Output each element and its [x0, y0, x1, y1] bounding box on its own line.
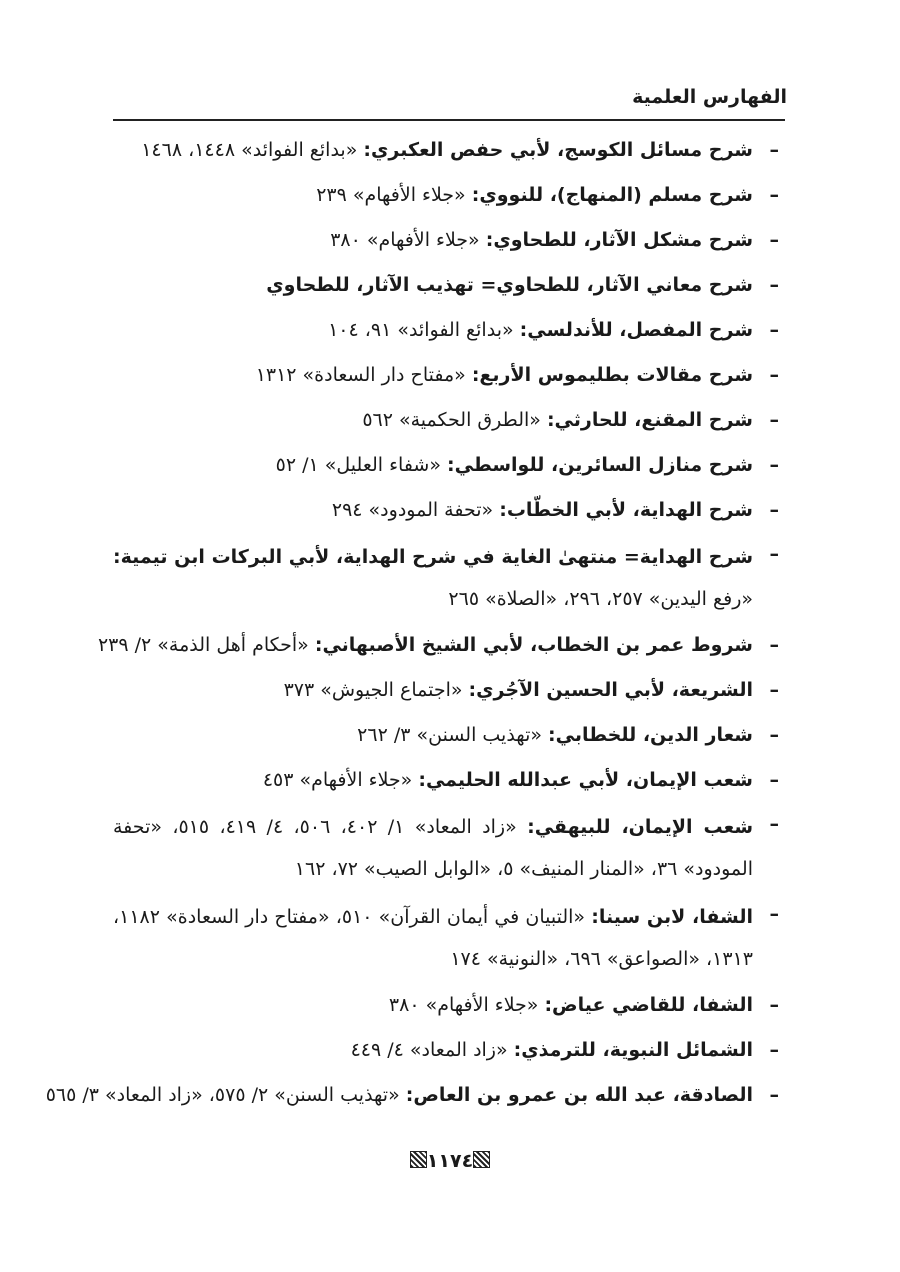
entry-title: شعب الإيمان، لأبي عبدالله الحليمي:	[418, 769, 753, 791]
index-entry	[45, 1073, 785, 1118]
entry-references: «زاد المعاد» ٤/ ٤٤٩	[350, 1039, 508, 1061]
entry-dash: –	[769, 724, 779, 746]
ornament-icon	[473, 1151, 490, 1168]
index-entry	[113, 803, 785, 893]
entry-dash: –	[769, 319, 779, 341]
entry-title: الشمائل النبوية، للترمذي:	[513, 1039, 753, 1061]
entry-dash: –	[769, 1039, 779, 1061]
entry-title: شرح مقالات بطليموس الأربع:	[471, 364, 753, 386]
index-entry	[113, 353, 785, 398]
index-entry	[113, 488, 785, 533]
entry-title: شرح معاني الآثار، للطحاوي= تهذيب الآثار، للطحاوي	[266, 274, 753, 296]
index-entry	[113, 713, 785, 758]
entry-dash: –	[769, 499, 779, 521]
index-entry	[113, 128, 785, 173]
entry-dash: –	[769, 679, 779, 701]
entry-dash: –	[769, 769, 779, 791]
entry-title: شرح مسائل الكوسج، لأبي حفص العكبري:	[363, 139, 753, 161]
index-entry	[113, 218, 785, 263]
entry-dash: –	[769, 139, 779, 161]
index-entry	[113, 533, 785, 623]
index-entry	[113, 308, 785, 353]
entry-title: الشفا، للقاضي عياض:	[544, 994, 753, 1016]
entry-dash: –	[769, 813, 779, 835]
page-number	[395, 1150, 505, 1172]
entry-title: الشفا، لابن سينا:	[591, 906, 754, 928]
index-entry	[113, 398, 785, 443]
entry-references: «بدائع الفوائد» ٩١، ١٠٤	[328, 319, 514, 341]
entry-dash: –	[769, 184, 779, 206]
entry-references: «أحكام أهل الذمة» ٢/ ٢٣٩	[97, 634, 309, 656]
ornament-icon	[410, 1151, 427, 1168]
entry-title: شرح المفصل، للأندلسي:	[519, 319, 753, 341]
entry-references: «جلاء الأفهام» ٣٨٠	[330, 229, 480, 251]
entry-references: «اجتماع الجيوش» ٣٧٣	[283, 679, 463, 701]
index-entry	[113, 893, 785, 983]
entry-dash: –	[769, 1084, 779, 1106]
entry-title: الشريعة، لأبي الحسين الآجُري:	[468, 679, 753, 701]
entry-title: شرح مسلم (المنهاج)، للنووي:	[471, 184, 753, 206]
entry-dash: –	[769, 274, 779, 296]
entry-title: شعب الإيمان، للبيهقي:	[527, 816, 754, 838]
index-entries	[45, 128, 785, 1118]
entry-references: «جلاء الأفهام» ٤٥٣	[262, 769, 413, 791]
entry-references: «زاد المعاد» ١/ ٤٠٢، ٥٠٦، ٤/ ٤١٩، ٥١٥، «تحفة المودود» ٣٦، «المنار المنيف» ٥، «الوابل الصيب» ٧٢، ١٦٢	[113, 816, 753, 880]
entry-references: «مفتاح دار السعادة» ١٣١٢	[255, 364, 466, 386]
index-entry	[113, 668, 785, 713]
index-entry	[113, 1028, 785, 1073]
entry-title: الصادقة، عبد الله بن عمرو بن العاص:	[405, 1084, 753, 1106]
entry-references: «الطرق الحكمية» ٥٦٢	[362, 409, 541, 431]
running-head: الفهارس العلمية	[632, 86, 787, 108]
entry-title: شروط عمر بن الخطاب، لأبي الشيخ الأصبهاني:	[314, 634, 753, 656]
header-rule	[113, 119, 785, 121]
entry-dash: –	[769, 454, 779, 476]
entry-references: «جلاء الأفهام» ٢٣٩	[316, 184, 466, 206]
entry-dash: –	[769, 634, 779, 656]
entry-title: شعار الدين، للخطابي:	[548, 724, 753, 746]
entry-dash: –	[769, 994, 779, 1016]
entry-dash: –	[769, 409, 779, 431]
index-entry	[113, 173, 785, 218]
entry-title: شرح منازل السائرين، للواسطي:	[447, 454, 753, 476]
entry-dash: –	[769, 903, 779, 925]
entry-references: «شفاء العليل» ١/ ٥٢	[275, 454, 441, 476]
entry-references: «بدائع الفوائد» ١٤٤٨، ١٤٦٨	[141, 139, 358, 161]
index-entry	[113, 263, 785, 308]
entry-references: «تهذيب السنن» ٣/ ٢٦٢	[357, 724, 542, 746]
index-entry	[113, 758, 785, 803]
entry-title: شرح المقنع، للحارثي:	[546, 409, 753, 431]
entry-references: «تحفة المودود» ٢٩٤	[331, 499, 494, 521]
entry-references: «التبيان في أيمان القرآن» ٥١٠، «مفتاح دار السعادة» ١١٨٢، ١٣١٣، «الصواعق» ٦٩٦، «النونية» ١٧٤	[113, 906, 753, 970]
index-entry	[113, 443, 785, 488]
entry-dash: –	[769, 364, 779, 386]
index-entry	[113, 983, 785, 1028]
entry-title: شرح الهداية، لأبي الخطّاب:	[499, 499, 753, 521]
entry-title: شرح الهداية= منتهىٰ الغاية في شرح الهداية، لأبي البركات ابن تيمية:	[113, 546, 753, 568]
entry-dash: –	[769, 229, 779, 251]
entry-dash: –	[769, 543, 779, 565]
entry-references: «جلاء الأفهام» ٣٨٠	[388, 994, 539, 1016]
entry-references: «تهذيب السنن» ٢/ ٥٧٥، «زاد المعاد» ٣/ ٥٦٥	[45, 1084, 400, 1106]
page-number-text: ١١٧٤	[426, 1150, 474, 1172]
entry-title: شرح مشكل الآثار، للطحاوي:	[485, 229, 753, 251]
entry-references: «رفع اليدين» ٢٥٧، ٢٩٦، «الصلاة» ٢٦٥	[448, 588, 753, 610]
index-entry	[97, 623, 785, 668]
